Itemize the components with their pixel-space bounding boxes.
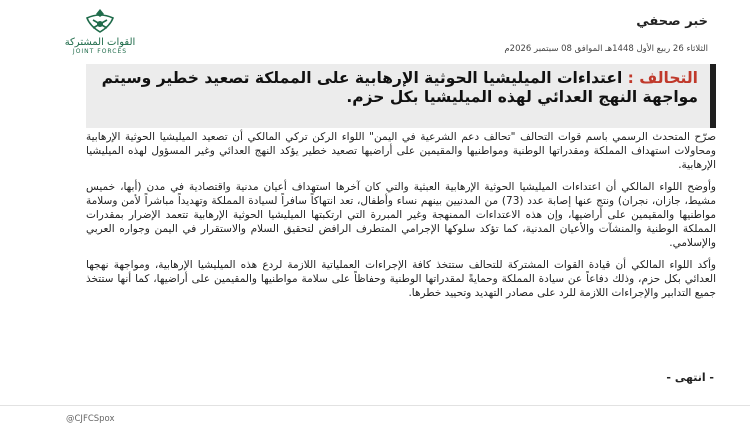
logo-english-text: JOINT FORCES — [72, 48, 128, 55]
article-body — [86, 130, 716, 308]
release-type: خبر صحفي — [636, 14, 708, 29]
end-marker: - انتهى - — [666, 371, 714, 384]
headline — [86, 64, 716, 128]
logo-arabic-text: القوات المشتركة — [64, 37, 136, 48]
paragraph: وأكد اللواء المالكي أن قيادة القوات المشتركة للتحالف ستتخذ كافة الإجراءات العملياتية اللازمة لردع هذه الميليشيا الإرهابية، ومواجهة نهجها العدائي بكل حزم، وذلك دفاعاً عن سيادة المملكة وحمايةً لمقدراتها الوطنية وحفاظاً على سلامة مواطنيها والمقيمين على أراضيها، كما أنها ستتخذ جميع التدابير والإجراءات اللازمة للرد على مصادر التهديد وتحييد خطرها. — [86, 259, 716, 299]
headline-lead: التحالف : — [627, 69, 698, 87]
joint-forces-logo — [60, 8, 140, 60]
paragraph: صرّح المتحدث الرسمي باسم قوات التحالف "تحالف دعم الشرعية في اليمن" اللواء الركن تركي المالكي أن تصعيد الميليشيا الحوثية الإرهابية ومحاولات استهداف المملكة ومقدراتها الوطنية ومواطنيها والمقيمين على أراضيها تصعيد خطير يؤكد النهج العدائي وغير المسؤول لهذه الميليشيا الإرهابية. — [86, 131, 716, 171]
social-handle[interactable] — [66, 414, 115, 424]
emblem-icon — [83, 8, 117, 36]
headline-text: اعتداءات الميليشيا الحوثية الإرهابية على المملكة تصعيد خطير وسيتم مواجهة النهج العدائي لهذه الميليشيا بكل حزم. — [101, 69, 698, 106]
release-date: الثلاثاء 26 ربيع الأول 1448هـ الموافق 08 سبتمبر 2026م — [504, 44, 708, 54]
footer-divider — [0, 405, 750, 406]
header — [60, 8, 720, 63]
paragraph: وأوضح اللواء المالكي أن اعتداءات الميليشيا الحوثية الإرهابية العبثية والتي كان آخرها استهداف أعيان مدنية واقتصادية في مدن (أبها، خميس مشيط، جازان، نجران) ونتج عنها إصابة عدد (73) من المدنيين بينهم نساء وأطفال، تعد انتهاكاً سافراً لسيادة المملكة وتهديداً مباشراً لأمن وسلامة مواطنيها والمقيمين على أراضيها، وإن هذه الاعتداءات الممنهجة وغير المبررة التي ارتكبتها الميليشيا الحوثية الإرهابية تتعمد الإضرار بمقدرات المملكة الوطنية والمنشآت والأعيان المدنية، كما تؤكد سلوكها الإجرامي المتطرف الرافض لتحقيق السلام والاستقرار في اليمن وجواره العربي والإسلامي. — [86, 181, 717, 249]
footer-handle-text: @CJFCSpox — [66, 414, 115, 424]
